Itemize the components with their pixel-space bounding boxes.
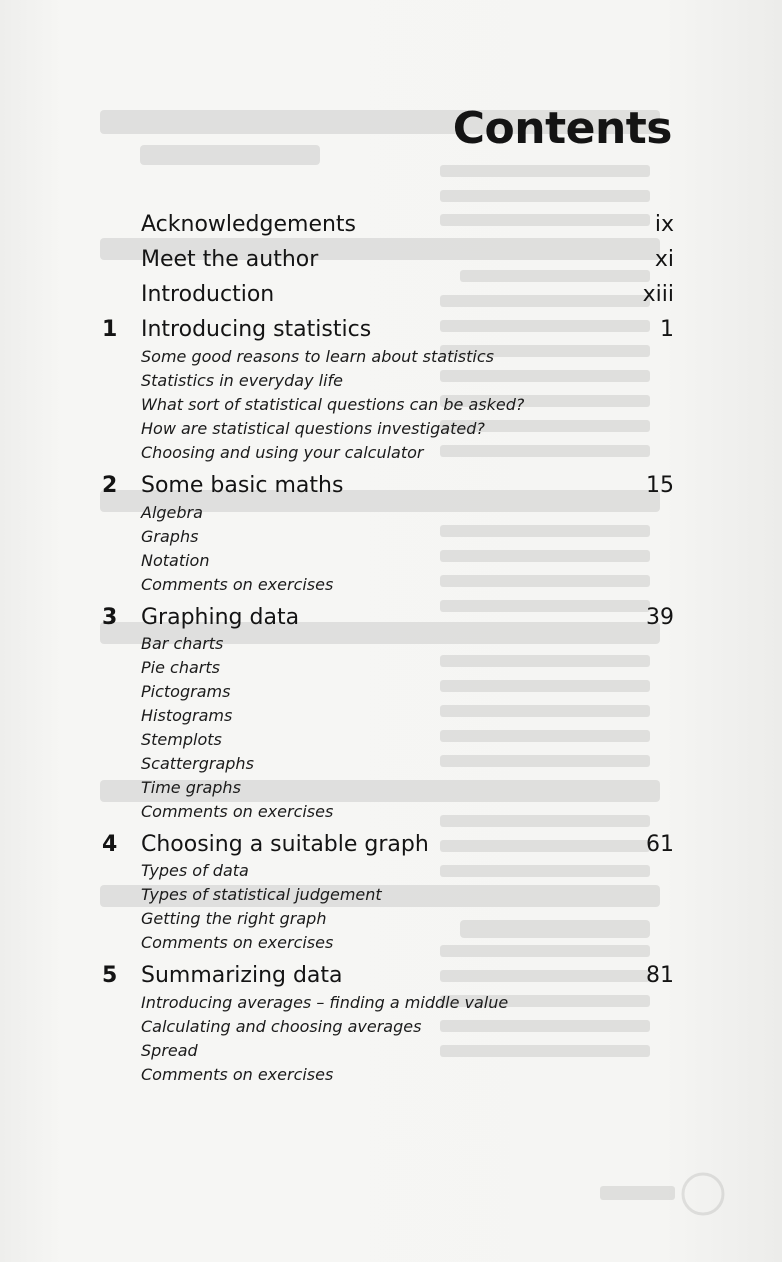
toc-section[interactable]: Pie charts: [141, 658, 220, 677]
toc-section[interactable]: Comments on exercises: [141, 933, 334, 952]
toc-section[interactable]: Graphs: [141, 527, 199, 546]
toc-section[interactable]: Some good reasons to learn about statistics: [141, 347, 494, 366]
chapter-number: 3: [102, 605, 118, 630]
toc-section[interactable]: Time graphs: [141, 778, 241, 797]
toc-section[interactable]: Comments on exercises: [141, 1065, 334, 1084]
chapter-number: 4: [102, 832, 118, 857]
toc-section[interactable]: Bar charts: [141, 634, 224, 653]
toc-entry-page: ix: [654, 212, 674, 237]
page-title: Contents: [452, 103, 672, 154]
toc-entry-label: Meet the author: [141, 247, 319, 272]
toc-section[interactable]: Introducing averages – finding a middle value: [141, 993, 509, 1012]
toc-section[interactable]: Spread: [141, 1041, 198, 1060]
chapter-number: 5: [102, 963, 118, 988]
toc-section[interactable]: Calculating and choosing averages: [141, 1017, 422, 1036]
toc-entry-acknowledgements[interactable]: [0, 212, 782, 242]
chapter-page: 15: [646, 473, 674, 498]
toc-section[interactable]: Comments on exercises: [141, 575, 334, 594]
chapter-page: 61: [646, 832, 674, 857]
chapter-page: 81: [646, 963, 674, 988]
toc-entry-introduction[interactable]: [0, 282, 782, 312]
toc-section[interactable]: Statistics in everyday life: [141, 371, 343, 390]
toc-section[interactable]: Comments on exercises: [141, 802, 334, 821]
toc-chapter-2[interactable]: [0, 473, 782, 503]
toc-section[interactable]: Stemplots: [141, 730, 222, 749]
chapter-title: Summarizing data: [141, 963, 343, 988]
toc-entry-page: xiii: [642, 282, 674, 307]
chapter-title: Introducing statistics: [141, 317, 372, 342]
toc-entry-page: xi: [654, 247, 674, 272]
toc-chapter-5[interactable]: [0, 963, 782, 993]
toc-section[interactable]: Algebra: [141, 503, 203, 522]
toc-chapter-3[interactable]: [0, 605, 782, 635]
toc-section[interactable]: Pictograms: [141, 682, 231, 701]
chapter-number: 1: [102, 317, 118, 342]
chapter-title: Graphing data: [141, 605, 300, 630]
chapter-page: 1: [660, 317, 674, 342]
toc-section[interactable]: Getting the right graph: [141, 909, 327, 928]
chapter-title: Some basic maths: [141, 473, 344, 498]
toc-section[interactable]: What sort of statistical questions can be asked?: [141, 395, 525, 414]
toc-chapter-1[interactable]: [0, 317, 782, 347]
toc-section[interactable]: Choosing and using your calculator: [141, 443, 424, 462]
toc-section[interactable]: How are statistical questions investigated?: [141, 419, 485, 438]
toc-section[interactable]: Types of statistical judgement: [141, 885, 382, 904]
chapter-page: 39: [646, 605, 674, 630]
toc-section[interactable]: Scattergraphs: [141, 754, 254, 773]
toc-entry-meet-the-author[interactable]: [0, 247, 782, 277]
toc-entry-label: Introduction: [141, 282, 275, 307]
toc-section[interactable]: Notation: [141, 551, 210, 570]
toc-entry-label: Acknowledgements: [141, 212, 357, 237]
toc-section[interactable]: Types of data: [141, 861, 249, 880]
chapter-title: Choosing a suitable graph: [141, 832, 429, 857]
chapter-number: 2: [102, 473, 118, 498]
toc-chapter-4[interactable]: [0, 832, 782, 862]
toc-section[interactable]: Histograms: [141, 706, 233, 725]
